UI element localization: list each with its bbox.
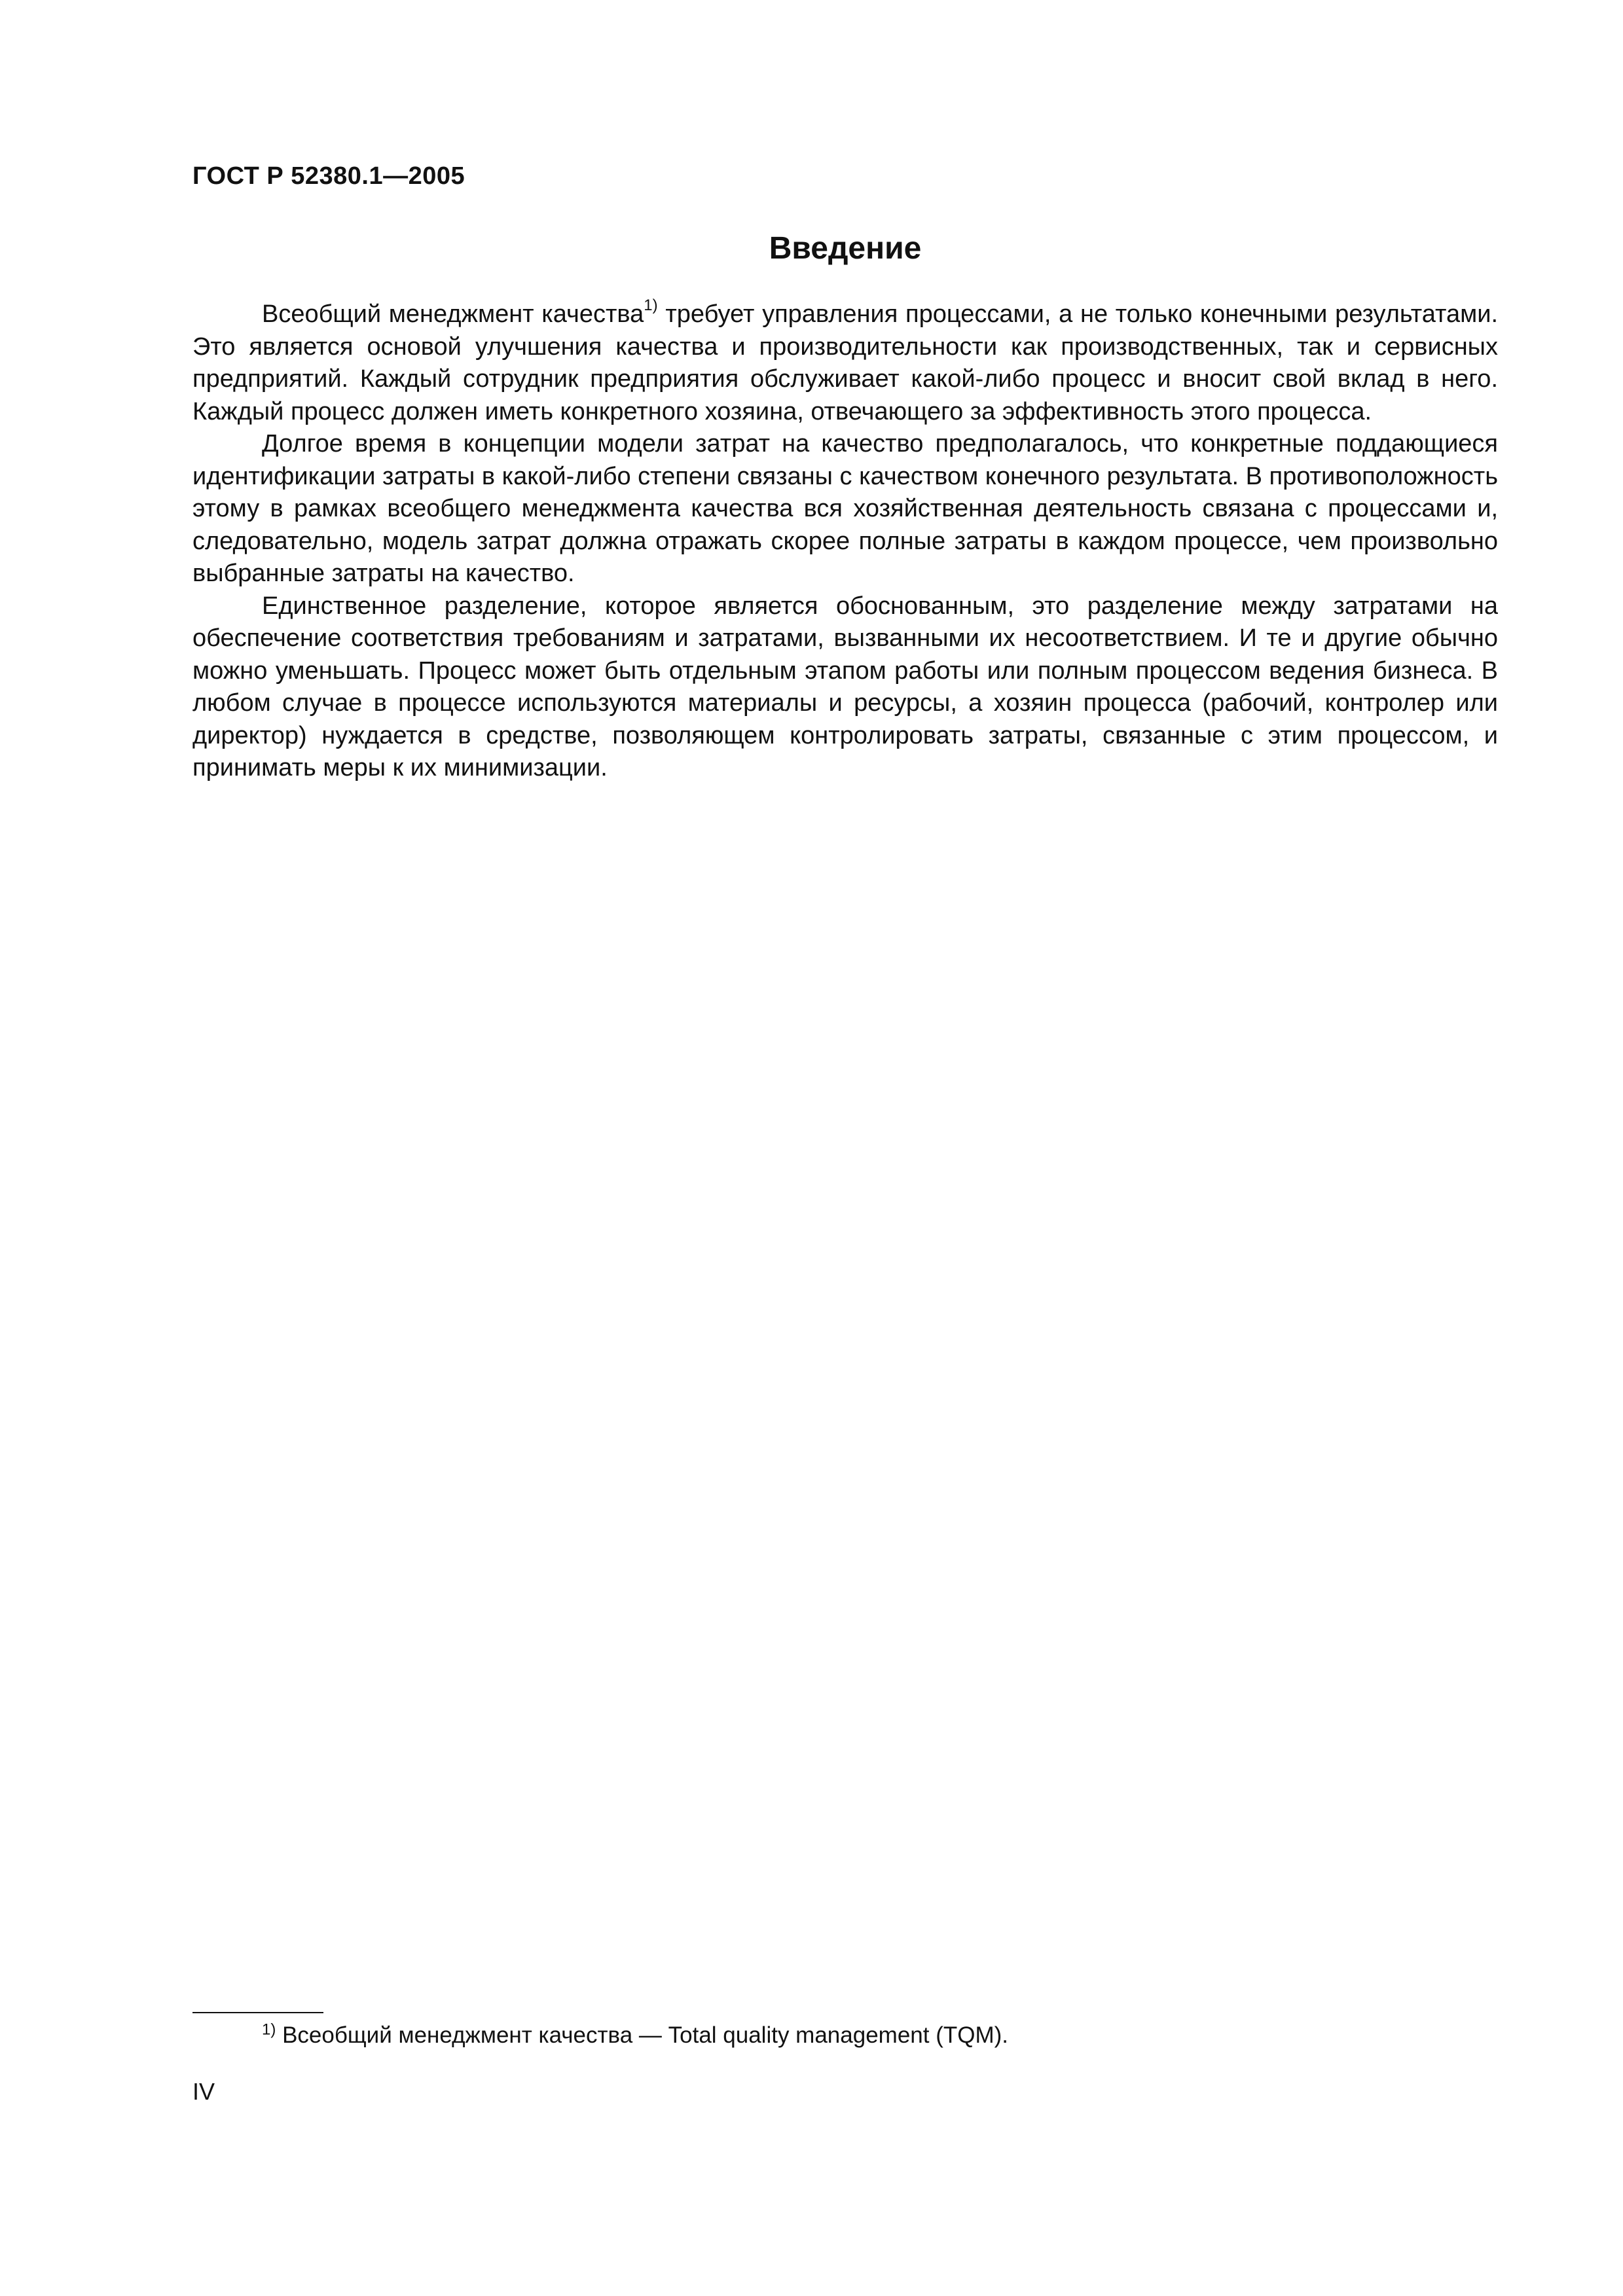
paragraph-2: Долгое время в концепции модели затрат на качество предполагалось, что конкретные поддающиеся идентификации затраты в какой-либо степени связаны с качеством конечного результата. В противоположность этому в рамках всеобщего менеджмента качества вся хозяйственная деятельность связана с процессами и, следовательно, модель затрат должна отражать скорее полные затраты в каждом процессе, чем произвольно выбранные затраты на качество. [192, 430, 1498, 587]
footnote-reference: 1) [644, 296, 658, 315]
footnote-text: Всеобщий менеджмент качества — Total quality management (TQM). [276, 2022, 1008, 2048]
footnote-marker: 1) [262, 2020, 276, 2039]
paragraph-3: Единственное разделение, которое является обоснованным, это разделение между затратами на обеспечение соответствия требованиям и затратами, вызванными их несоответствием. И те и другие обычно можно уменьшать. Процесс может быть отдельным этапом работы или полным процессом ведения бизнеса. В любом случае в процессе используются материалы и ресурсы, а хозяин процесса (рабочий, контролер или директор) нуждается в средстве, позволяющем контролировать затраты, связанные с этим процессом, и принимать меры к их минимизации. [192, 592, 1498, 781]
introduction-body [192, 298, 1498, 785]
paragraph-1 [192, 298, 1498, 428]
paragraph-1-text-end: требует управления процессами, а не только конечными результатами. Это является основой улучшения качества и производительности как производственных, так и сервисных предприятий. Каждый сотрудник предприятия обслуживает какой-либо процесс и вносит свой вклад в него. Каждый процесс должен иметь конкретного хозяина, отвечающего за эффективность этого процесса. [192, 300, 1499, 425]
document-code: ГОСТ Р 52380.1—2005 [192, 162, 465, 190]
paragraph-1-text-start: Всеобщий менеджмент качества [262, 300, 644, 328]
page-number: IV [192, 2078, 215, 2105]
section-title: Введение [769, 231, 922, 266]
footnote [262, 2022, 1008, 2049]
footnote-separator [192, 2012, 323, 2013]
